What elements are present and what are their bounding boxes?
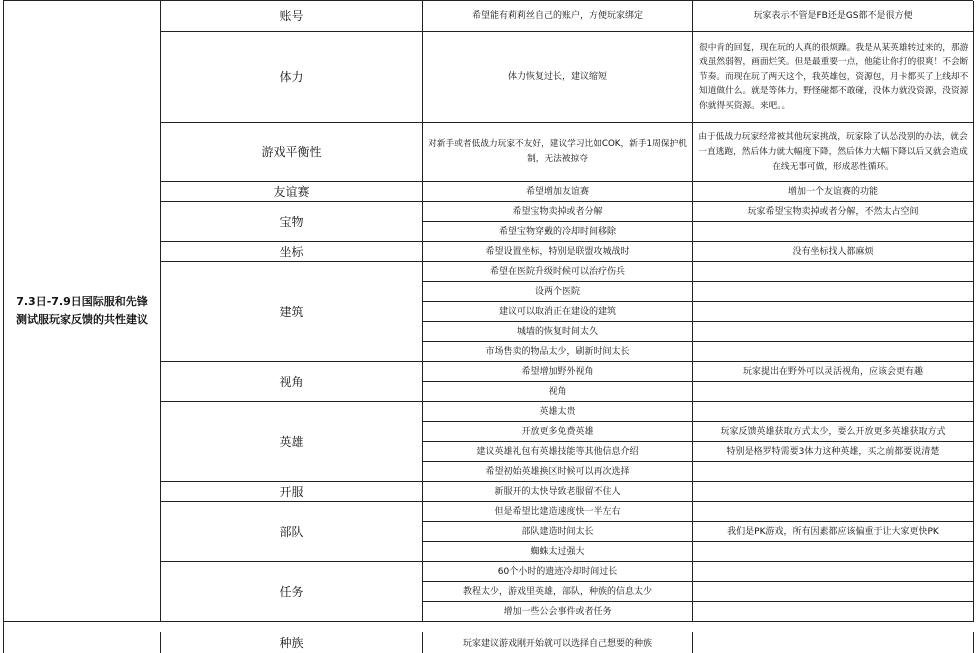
feedback-treasure: 玩家希望宝物卖掉或者分解，不然太占空间 (693, 202, 974, 222)
suggestion-stamina: 体力恢复过长，建议缩短 (423, 32, 693, 123)
suggestion-balance: 对新手或者低战力玩家不友好，建议学习比如COK，新手1周保护机制，无法被掠夺 (423, 123, 693, 182)
feedback-stamina: 很中肯的回复，现在玩的人真的很烦躁。我是从某英雄转过来的，那游戏虽然弱智，画面烂笑。但是最重要一点，他能让你打的很爽！不会断节奏。而现在玩了两天这个，我英雄包，资源包，月卡都买了上线却不知道做什么。就是等体力，野怪碰都不敢碰，没体力就没资源，没资源你就得买资源。来吧。。 (693, 32, 974, 123)
suggestion-building-5: 市场售卖的物品太少，刷新时间太长 (423, 342, 693, 362)
feedback-empty (693, 502, 974, 522)
feedback-empty (693, 542, 974, 562)
category-view: 视角 (161, 362, 423, 402)
suggestion-treasure-2: 希望宝物穿戴的冷却时间移除 (423, 222, 693, 242)
category-coords: 坐标 (161, 242, 423, 262)
feedback-hero-2: 特别是格罗特需要3体力这种英雄，买之前都要说清楚 (693, 442, 974, 462)
feedback-account: 玩家表示不管是FB还是GS都不是很方便 (693, 1, 974, 32)
suggestion-quest-1: 60个小时的遗迹冷却时间过长 (423, 562, 693, 582)
feedback-empty (693, 382, 974, 402)
feedback-empty (693, 402, 974, 422)
suggestion-troops-3: 蜘蛛太过强大 (423, 542, 693, 562)
feedback-table (3, 0, 973, 651)
suggestion-view-2: 视角 (423, 382, 693, 402)
feedback-empty (693, 342, 974, 362)
feedback-friendly: 增加一个友谊赛的功能 (693, 182, 974, 202)
category-stamina: 体力 (161, 32, 423, 123)
suggestion-quest-2: 教程太少，游戏里英雄，部队，种族的信息太少 (423, 582, 693, 602)
feedback-empty (693, 602, 974, 622)
category-friendly: 友谊赛 (161, 182, 423, 202)
suggestion-server: 新服开的太快导致老服留不住人 (423, 482, 693, 502)
feedback-empty (693, 222, 974, 242)
feedback-troops: 我们是PK游戏，所有因素都应该偏重于让大家更快PK (693, 522, 974, 542)
suggestion-friendly: 希望增加友谊赛 (423, 182, 693, 202)
feedback-coords: 没有坐标找人都麻烦 (693, 242, 974, 262)
feedback-empty (693, 582, 974, 602)
suggestion-treasure-1: 希望宝物卖掉或者分解 (423, 202, 693, 222)
suggestion-hero-3: 建议英雄礼包有英雄技能等其他信息介绍 (423, 442, 693, 462)
suggestion-account: 希望能有莉莉丝自己的账户，方便玩家绑定 (423, 1, 693, 32)
category-quest: 任务 (161, 562, 423, 622)
feedback-empty (693, 632, 974, 653)
feedback-view: 玩家提出在野外可以灵活视角，应该会更有趣 (693, 362, 974, 382)
category-troops: 部队 (161, 502, 423, 562)
feedback-empty (693, 562, 974, 582)
category-hero: 英雄 (161, 402, 423, 482)
feedback-empty (693, 322, 974, 342)
suggestion-hero-4: 希望初始英雄换区时候可以再次选择 (423, 462, 693, 482)
suggestion-hero-2: 开放更多免费英雄 (423, 422, 693, 442)
table-last-row (3, 632, 973, 653)
feedback-balance: 由于低战力玩家经常被其他玩家挑战，玩家除了认怂没别的办法，就会一直逃跑，然后体力就大幅度下降，然后体力大幅下降以后又就会造成在线无事可做，形成恶性循环。 (693, 123, 974, 182)
suggestion-race: 玩家建议游戏刚开始就可以选择自己想要的种族 (423, 632, 693, 653)
title-continuation (4, 632, 161, 653)
suggestion-view-1: 希望增加野外视角 (423, 362, 693, 382)
feedback-empty (693, 482, 974, 502)
feedback-empty (693, 462, 974, 482)
suggestion-troops-2: 部队建造时间太长 (423, 522, 693, 542)
category-account: 账号 (161, 1, 423, 32)
table-title: 7.3日-7.9日国际服和先锋测试服玩家反馈的共性建议 (4, 1, 161, 622)
suggestion-quest-3: 增加一些公会事件或者任务 (423, 602, 693, 622)
suggestion-troops-1: 但是希望比建造速度快一半左右 (423, 502, 693, 522)
category-building: 建筑 (161, 262, 423, 362)
category-balance: 游戏平衡性 (161, 123, 423, 182)
category-treasure: 宝物 (161, 202, 423, 242)
feedback-empty (693, 262, 974, 282)
feedback-empty (693, 302, 974, 322)
suggestion-building-4: 城墙的恢复时间太久 (423, 322, 693, 342)
category-race: 种族 (161, 632, 423, 653)
suggestion-hero-1: 英雄太贵 (423, 402, 693, 422)
suggestion-building-2: 设两个医院 (423, 282, 693, 302)
suggestion-building-3: 建议可以取消正在建设的建筑 (423, 302, 693, 322)
category-server: 开服 (161, 482, 423, 502)
feedback-empty (693, 282, 974, 302)
suggestion-coords: 希望设置坐标，特别是联盟攻城战时 (423, 242, 693, 262)
suggestion-building-1: 希望在医院升级时候可以治疗伤兵 (423, 262, 693, 282)
feedback-hero-1: 玩家反馈英雄获取方式太少，要么开放更多英雄获取方式 (693, 422, 974, 442)
